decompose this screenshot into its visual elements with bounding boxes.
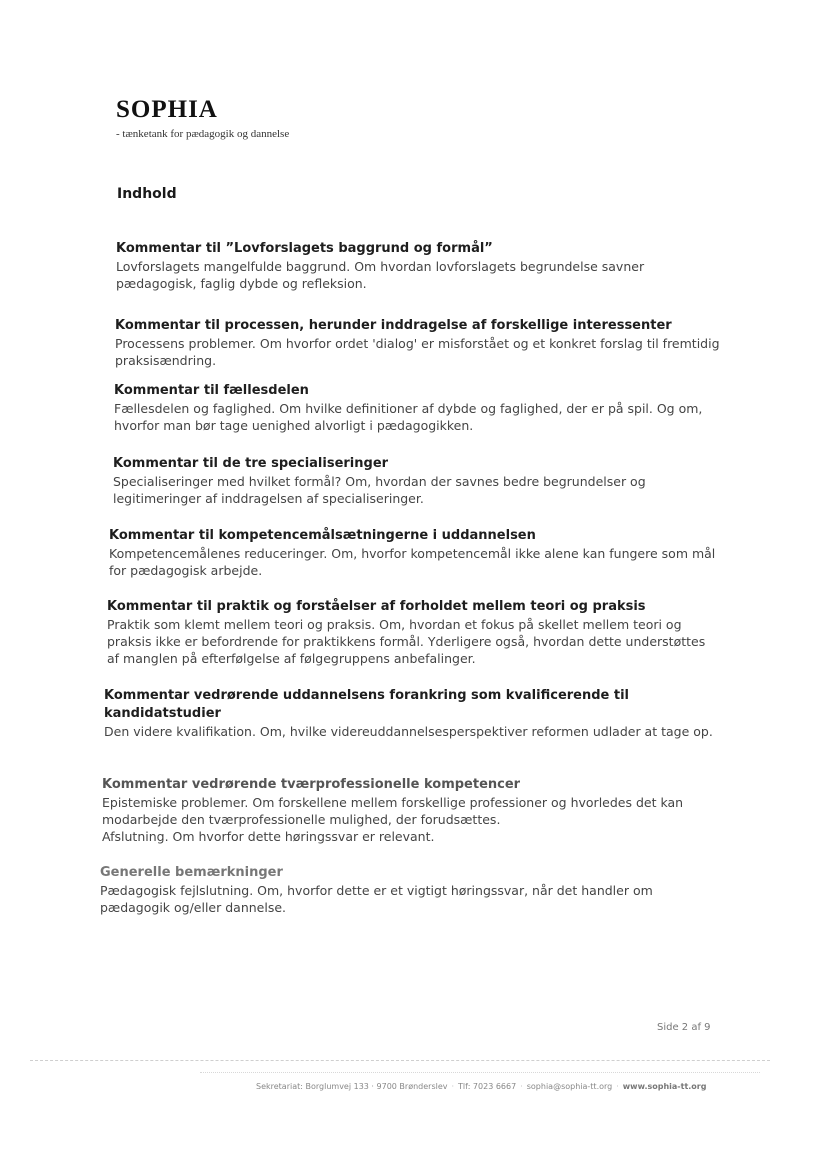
entry-title: Kommentar vedrørende uddannelsens forankring som kvalificerende til kandidatstudier: [104, 688, 630, 721]
footer: Sekretariat: Borglumvej 133 · 9700 Brønderslev · Tlf: 7023 6667 · sophia@sophia-tt.org · www.sophia-tt.org: [256, 1082, 707, 1091]
entry-title: Kommentar vedrørende tværprofessionelle kompetencer: [102, 777, 521, 792]
toc-heading: Indhold: [117, 186, 177, 202]
entry-description: Den videre kvalifikation. Om, hvilke videreuddannelsesperspektiver reformen udlader at tage op.: [104, 724, 713, 739]
toc-entry: [113, 455, 725, 507]
footer-phone: Tlf: 7023 6667: [458, 1082, 517, 1091]
entry-title: Kommentar til ”Lovforslagets baggrund og formål”: [116, 241, 493, 256]
footer-divider: [200, 1072, 760, 1073]
footer-divider: [30, 1060, 770, 1061]
toc-entry: [100, 864, 712, 916]
entry-description: Epistemiske problemer. Om forskellene mellem forskellige professioner og hvorledes det kan modarbejde den tværprofessionelle mulighed, der forudsættes.: [102, 795, 684, 827]
entry-title: Kommentar til fællesdelen: [114, 383, 309, 398]
entry-title: Generelle bemærkninger: [100, 865, 283, 880]
entry-title: Kommentar til de tre specialiseringer: [113, 456, 389, 471]
entry-title: Kommentar til kompetencemålsætningerne i uddannelsen: [109, 528, 536, 543]
toc-entry: [116, 240, 728, 292]
entry-title: Kommentar til praktik og forståelser af forholdet mellem teori og praksis: [107, 599, 646, 614]
entry-description: Fællesdelen og faglighed. Om hvilke definitioner af dybde og faglighed, der er på spil. Og om, hvorfor man bør tage uenighed alvorligt i pædagogikken.: [114, 401, 703, 433]
page-number: Side 2 af 9: [657, 1022, 711, 1033]
toc-entry: [109, 527, 721, 579]
entry-description: Lovforslagets mangelfulde baggrund. Om hvordan lovforslagets begrundelse savner pædagogisk, faglig dybde og refleksion.: [116, 259, 645, 291]
toc-entry: [115, 317, 727, 369]
entry-description: Praktik som klemt mellem teori og praksis. Om, hvordan et fokus på skellet mellem teori og praksis ikke er befordrende for praktikkens formål. Yderligere også, hvordan dette understøttes af manglen på efterfølgelse af følgegruppens anbefalinger.: [107, 617, 706, 666]
footer-website: www.sophia-tt.org: [622, 1082, 707, 1091]
entry-description: Processens problemer. Om hvorfor ordet 'dialog' er misforstået og et konkret forslag til fremtidig praksisændring.: [115, 336, 720, 368]
footer-email: sophia@sophia-tt.org: [526, 1082, 613, 1091]
footer-address: Sekretariat: Borglumvej 133 · 9700 Brønderslev: [256, 1082, 448, 1091]
toc-entry: [107, 598, 719, 667]
logo-title: SOPHIA: [116, 96, 218, 123]
entry-title: Kommentar til processen, herunder inddragelse af forskellige interessenter: [115, 318, 672, 333]
toc-entry: [104, 687, 716, 740]
logo-subtitle: - tænketank for pædagogik og dannelse: [116, 128, 290, 140]
entry-description: Specialiseringer med hvilket formål? Om, hvordan der savnes bedre begrundelser og legitimeringer af inddragelsen af specialiseringer.: [113, 474, 646, 506]
entry-description: Kompetencemålenes reduceringer. Om, hvorfor kompetencemål ikke alene kan fungere som mål for pædagogisk arbejde.: [109, 546, 716, 578]
entry-description: Pædagogisk fejlslutning. Om, hvorfor dette er et vigtigt høringssvar, når det handler om pædagogik og/eller dannelse.: [100, 883, 653, 915]
entry-extra: Afslutning. Om hvorfor dette høringssvar er relevant.: [102, 829, 435, 844]
toc-entry: [102, 776, 714, 845]
sophia-logo: [116, 96, 289, 140]
toc-entry: [114, 382, 726, 434]
